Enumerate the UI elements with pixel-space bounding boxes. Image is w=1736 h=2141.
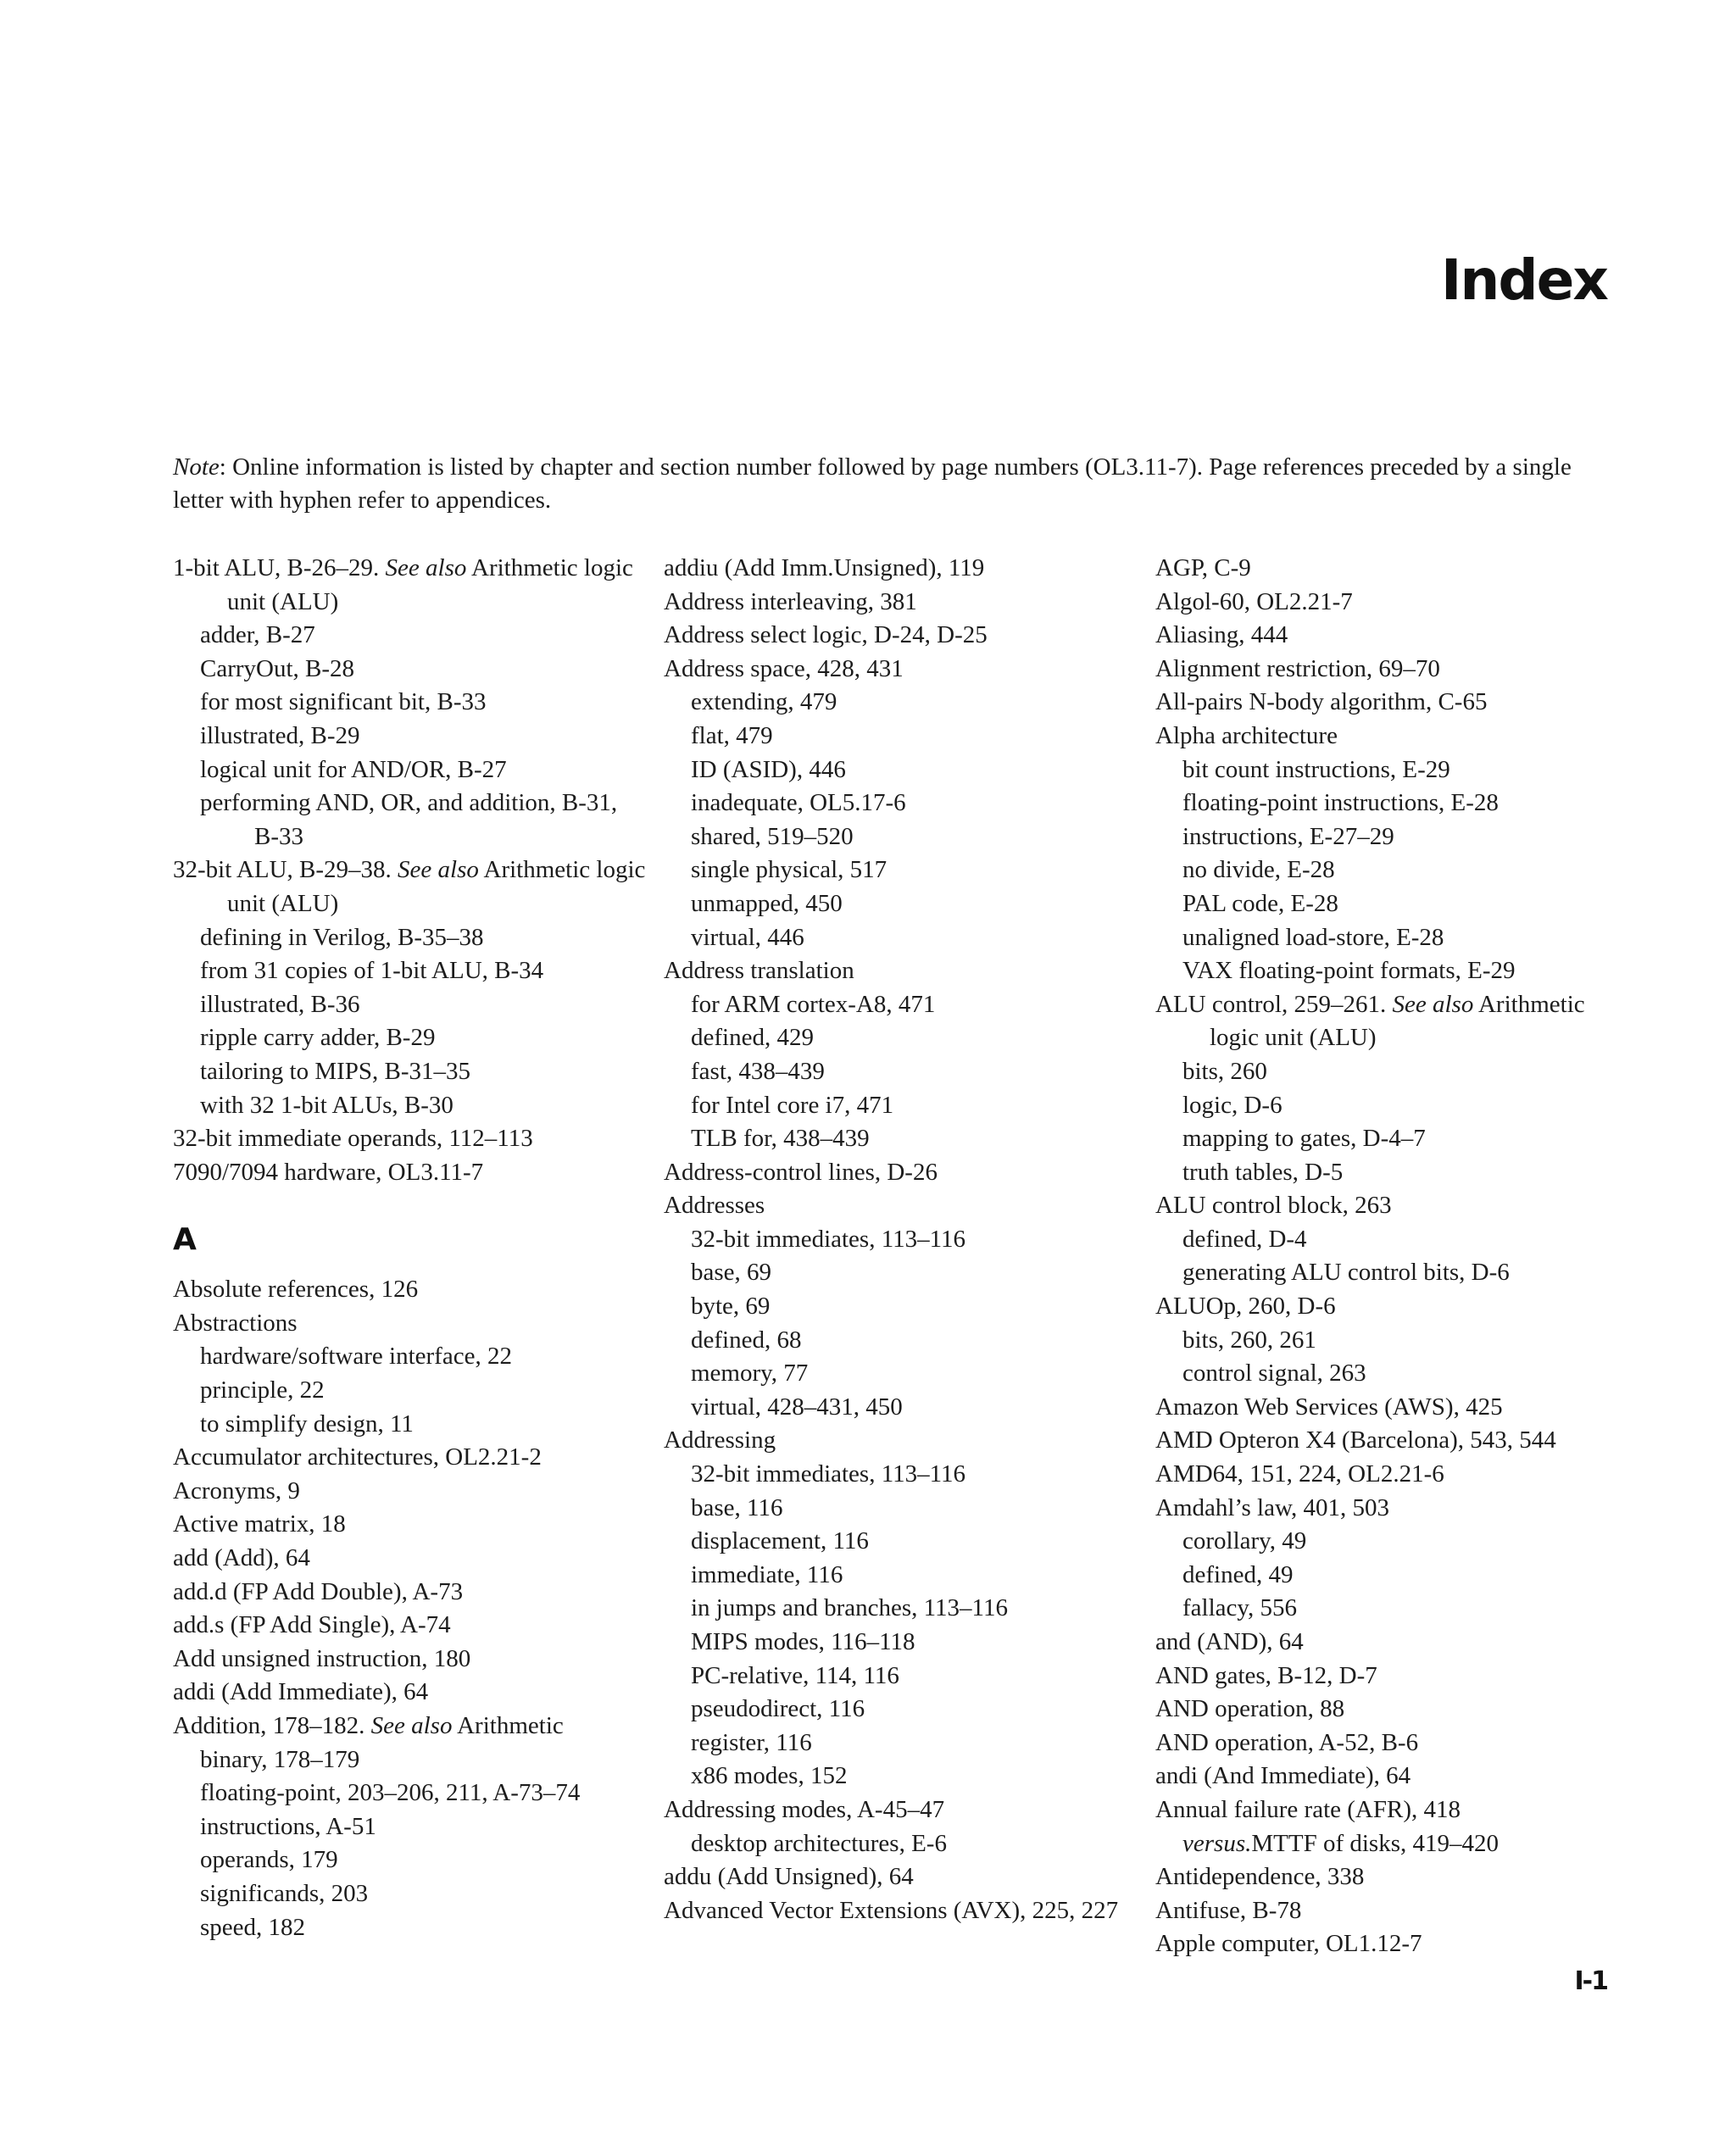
index-entry	[1155, 619, 1613, 653]
entry-text: AGP, C-9	[1155, 554, 1251, 581]
cross-reference: See also	[1392, 990, 1474, 1018]
entry-text: extending, 479	[691, 688, 837, 716]
entry-text: fallacy, 556	[1182, 1594, 1298, 1622]
index-subentry	[1155, 787, 1613, 820]
index-entry	[173, 552, 648, 619]
index-subentry	[173, 1340, 648, 1374]
index-entry	[1155, 1693, 1613, 1727]
index-entry	[1155, 1290, 1613, 1324]
entry-text: principle, 22	[200, 1376, 325, 1404]
entry-text: to simplify design, 11	[200, 1410, 414, 1438]
entry-text: Alpha architecture	[1155, 721, 1338, 749]
note-label: Note	[173, 453, 220, 481]
index-subentry	[1155, 754, 1613, 787]
entry-text: desktop architectures, E-6	[691, 1829, 947, 1857]
entry-text: AMD Opteron X4 (Barcelona), 543, 544	[1155, 1426, 1556, 1454]
entry-text: Amdahl’s law, 401, 503	[1155, 1493, 1390, 1521]
index-subentry	[664, 1559, 1138, 1593]
index-subentry	[173, 1877, 648, 1911]
index-subentry	[1155, 921, 1613, 955]
entry-text: generating ALU control bits, D-6	[1182, 1259, 1510, 1287]
entry-text: for most significant bit, B-33	[200, 688, 487, 716]
entry-text: Algol-60, OL2.21-7	[1155, 587, 1353, 615]
entry-text: 32-bit immediates, 113–116	[691, 1225, 966, 1253]
entry-text: and (AND), 64	[1155, 1628, 1304, 1655]
index-subentry	[173, 1021, 648, 1055]
entry-text: tailoring to MIPS, B-31–35	[200, 1057, 471, 1085]
index-subentry	[664, 1525, 1138, 1559]
index-entry	[664, 552, 1138, 586]
entry-text: fast, 438–439	[691, 1057, 825, 1085]
entry-text: TLB for, 438–439	[691, 1125, 870, 1153]
index-entry	[664, 619, 1138, 653]
index-entry	[1155, 720, 1613, 754]
entry-text: control signal, 263	[1182, 1360, 1366, 1387]
entry-text: defined, 429	[691, 1024, 814, 1052]
index-subentry	[664, 921, 1138, 955]
cross-reference: See also	[370, 1712, 453, 1739]
entry-text: Address select logic, D-24, D-25	[664, 621, 988, 649]
entry-text: bits, 260, 261	[1182, 1326, 1316, 1354]
index-entry	[664, 1894, 1138, 1928]
entry-reference-text: Arithmetic logic unit (ALU)	[1210, 990, 1585, 1052]
index-entry	[1155, 552, 1613, 586]
index-subentry	[173, 1055, 648, 1089]
index-entry	[1155, 1458, 1613, 1492]
index-entry	[173, 1441, 648, 1475]
index-column-3	[1155, 552, 1613, 1961]
index-subentry	[664, 787, 1138, 820]
entry-text: virtual, 428–431, 450	[691, 1393, 903, 1421]
index-subentry	[1155, 1055, 1613, 1089]
index-subentry	[173, 720, 648, 754]
index-entry	[1155, 1626, 1613, 1660]
entry-text: binary, 178–179	[200, 1745, 360, 1773]
index-entry	[1155, 1492, 1613, 1526]
index-subentry	[173, 653, 648, 687]
entry-text: logical unit for AND/OR, B-27	[200, 755, 507, 783]
entry-text: base, 116	[691, 1493, 783, 1521]
index-entry	[664, 1860, 1138, 1894]
entry-text: performing AND, OR, and addition, B-31, B-33	[200, 789, 618, 850]
entry-text: Absolute references, 126	[173, 1276, 419, 1304]
index-subentry	[1155, 1156, 1613, 1190]
index-subentry	[173, 1911, 648, 1945]
entry-text: from 31 copies of 1-bit ALU, B-34	[200, 957, 544, 985]
index-subentry	[664, 1492, 1138, 1526]
index-entry	[664, 1156, 1138, 1190]
entry-text: Alignment restriction, 69–70	[1155, 654, 1440, 682]
entry-text: Apple computer, OL1.12-7	[1155, 1930, 1422, 1958]
index-entry	[1155, 1760, 1613, 1793]
index-subentry	[173, 1777, 648, 1810]
index-subentry	[664, 720, 1138, 754]
entry-text: immediate, 116	[691, 1560, 843, 1588]
index-subentry	[664, 820, 1138, 854]
index-subentry	[173, 1374, 648, 1408]
entry-text: PC-relative, 114, 116	[691, 1661, 899, 1689]
entry-text: defined, 49	[1182, 1560, 1294, 1588]
index-subentry	[664, 1122, 1138, 1156]
entry-text: Addressing modes, A-45–47	[664, 1795, 945, 1823]
entry-text: for ARM cortex-A8, 471	[691, 990, 936, 1018]
index-entry	[664, 1189, 1138, 1223]
entry-text: in jumps and branches, 113–116	[691, 1594, 1008, 1622]
page-number: I-1	[1574, 1966, 1607, 1996]
entry-text: AND gates, B-12, D-7	[1155, 1661, 1377, 1689]
entry-text: displacement, 116	[691, 1527, 869, 1555]
entry-text: memory, 77	[691, 1360, 809, 1387]
index-subentry	[664, 1357, 1138, 1391]
index-column-1	[173, 552, 648, 1944]
entry-text: Abstractions	[173, 1309, 298, 1337]
cross-reference: See also	[385, 554, 467, 581]
index-entry	[173, 1609, 648, 1643]
entry-text: bit count instructions, E-29	[1182, 755, 1450, 783]
index-entry	[664, 954, 1138, 988]
index-entry	[173, 854, 648, 920]
entry-text: AND operation, 88	[1155, 1695, 1345, 1723]
entry-text: 7090/7094 hardware, OL3.11-7	[173, 1158, 484, 1186]
index-entry	[664, 1424, 1138, 1458]
index-subentry	[173, 1843, 648, 1877]
cross-reference: versus.	[1182, 1829, 1252, 1857]
entry-text: instructions, E-27–29	[1182, 822, 1394, 850]
index-subentry	[664, 1223, 1138, 1257]
index-entry	[173, 1710, 648, 1743]
index-subentry	[664, 1290, 1138, 1324]
index-subentry	[664, 1055, 1138, 1089]
index-subentry	[664, 1660, 1138, 1693]
index-subentry	[664, 1592, 1138, 1626]
index-subentry	[664, 887, 1138, 921]
entry-text: for Intel core i7, 471	[691, 1091, 894, 1119]
index-entry	[1155, 1424, 1613, 1458]
entry-text: unmapped, 450	[691, 889, 843, 917]
index-subentry	[1155, 1592, 1613, 1626]
entry-text: add.s (FP Add Single), A-74	[173, 1611, 451, 1639]
entry-text: Accumulator architectures, OL2.21-2	[173, 1443, 542, 1471]
index-subentry	[664, 1626, 1138, 1660]
index-entry	[173, 1122, 648, 1156]
index-subentry	[664, 1458, 1138, 1492]
index-entry	[1155, 586, 1613, 620]
entry-text: pseudodirect, 116	[691, 1695, 865, 1723]
entry-text: virtual, 446	[691, 923, 804, 951]
index-subentry	[173, 619, 648, 653]
index-subentry	[664, 1727, 1138, 1760]
entry-text: Addressing	[664, 1426, 776, 1454]
entry-text: Address interleaving, 381	[664, 587, 917, 615]
entry-text: operands, 179	[200, 1846, 338, 1874]
entry-text: All-pairs N-body algorithm, C-65	[1155, 688, 1488, 716]
index-subentry	[1155, 1827, 1613, 1861]
entry-text: single physical, 517	[691, 856, 887, 884]
entry-text: PAL code, E-28	[1182, 889, 1338, 917]
entry-text: speed, 182	[200, 1913, 306, 1941]
index-entry	[1155, 1391, 1613, 1425]
entry-text: adder, B-27	[200, 621, 315, 649]
index-note	[173, 451, 1580, 517]
entry-text: 32-bit immediate operands, 112–113	[173, 1125, 533, 1153]
entry-text: Add unsigned instruction, 180	[173, 1644, 471, 1672]
index-subentry	[1155, 1256, 1613, 1290]
entry-text: ALU control, 259–261.	[1155, 990, 1393, 1018]
index-entry	[1155, 1793, 1613, 1827]
entry-text: illustrated, B-36	[200, 990, 360, 1018]
entry-text: logic, D-6	[1182, 1091, 1283, 1119]
index-letter-heading: A	[173, 1222, 197, 1258]
entry-text: Active matrix, 18	[173, 1510, 346, 1538]
entry-text: addu (Add Unsigned), 64	[664, 1863, 914, 1891]
section-gap	[173, 1189, 648, 1206]
index-subentry	[173, 686, 648, 720]
index-entry	[1155, 1727, 1613, 1760]
index-subentry	[1155, 1223, 1613, 1257]
entry-text: with 32 1-bit ALUs, B-30	[200, 1091, 453, 1119]
entry-text: ID (ASID), 446	[691, 755, 846, 783]
entry-text: AMD64, 151, 224, OL2.21-6	[1155, 1460, 1444, 1488]
entry-text: unaligned load-store, E-28	[1182, 923, 1444, 951]
entry-text: floating-point instructions, E-28	[1182, 789, 1499, 817]
index-entry	[173, 1273, 648, 1307]
index-entry	[173, 1475, 648, 1509]
index-entry	[173, 1542, 648, 1576]
index-entry	[664, 653, 1138, 687]
index-subentry	[664, 754, 1138, 787]
cross-reference: See also	[398, 856, 479, 884]
index-subentry	[664, 1324, 1138, 1358]
entry-text: Addition, 178–182.	[173, 1712, 371, 1739]
index-entry	[664, 1793, 1138, 1827]
entry-text: flat, 479	[691, 721, 773, 749]
index-subentry	[664, 854, 1138, 887]
index-subentry	[664, 1693, 1138, 1727]
index-subentry	[1155, 954, 1613, 988]
index-subentry	[173, 954, 648, 988]
entry-text: Annual failure rate (AFR), 418	[1155, 1795, 1461, 1823]
entry-text: defined, 68	[691, 1326, 802, 1354]
entry-text: floating-point, 203–206, 211, A-73–74	[200, 1779, 581, 1807]
entry-text: base, 69	[691, 1259, 772, 1287]
entry-text: no divide, E-28	[1182, 856, 1335, 884]
index-entry	[1155, 1189, 1613, 1223]
index-subentry	[1155, 1357, 1613, 1391]
index-subentry	[1155, 854, 1613, 887]
index-entry	[1155, 653, 1613, 687]
index-subentry	[1155, 1089, 1613, 1123]
index-entry	[173, 1576, 648, 1610]
entry-text: add (Add), 64	[173, 1544, 310, 1572]
entry-text: Amazon Web Services (AWS), 425	[1155, 1393, 1503, 1421]
entry-text: add.d (FP Add Double), A-73	[173, 1577, 464, 1605]
index-entry	[173, 1676, 648, 1710]
entry-text: ALUOp, 260, D-6	[1155, 1293, 1336, 1321]
entry-text: addi (Add Immediate), 64	[173, 1678, 429, 1706]
entry-text: 32-bit immediates, 113–116	[691, 1460, 966, 1488]
entry-text: CarryOut, B-28	[200, 654, 355, 682]
entry-text: x86 modes, 152	[691, 1762, 848, 1790]
index-subentry	[173, 1089, 648, 1123]
index-subentry	[664, 1827, 1138, 1861]
index-subentry	[1155, 1559, 1613, 1593]
index-subentry	[173, 988, 648, 1022]
entry-text: Advanced Vector Extensions (AVX), 225, 227	[664, 1896, 1119, 1924]
index-entry	[664, 586, 1138, 620]
entry-text: Antifuse, B-78	[1155, 1896, 1302, 1924]
index-subentry	[1155, 1324, 1613, 1358]
entry-text: byte, 69	[691, 1293, 771, 1321]
index-subentry	[664, 1021, 1138, 1055]
index-entry	[1155, 988, 1613, 1055]
entry-text: addiu (Add Imm.Unsigned), 119	[664, 554, 985, 581]
entry-text: mapping to gates, D-4–7	[1182, 1125, 1426, 1153]
index-subentry	[173, 787, 648, 854]
index-entry	[1155, 686, 1613, 720]
entry-reference-text: MTTF of disks, 419–420	[1251, 1829, 1499, 1857]
index-entry	[1155, 1660, 1613, 1693]
entry-text: Aliasing, 444	[1155, 621, 1288, 649]
entry-reference-text: Arithmetic	[452, 1712, 564, 1739]
entry-text: bits, 260	[1182, 1057, 1267, 1085]
index-column-2	[664, 552, 1138, 1927]
index-subentry	[173, 1743, 648, 1777]
entry-text: Address space, 428, 431	[664, 654, 904, 682]
index-entry	[173, 1643, 648, 1677]
note-text: : Online information is listed by chapter and section number followed by page numbers (OL3.11-7). Page references preceded by a single letter with hyphen refer to appendices.	[173, 453, 1572, 514]
index-entry	[1155, 1860, 1613, 1894]
entry-text: shared, 519–520	[691, 822, 854, 850]
index-subentry	[1155, 887, 1613, 921]
index-subentry	[173, 1408, 648, 1442]
entry-reference-text: Arithmetic logic unit (ALU)	[227, 554, 633, 615]
entry-text: Addresses	[664, 1192, 765, 1220]
entry-text: ALU control block, 263	[1155, 1192, 1392, 1220]
page-title: Index	[1440, 247, 1607, 313]
entry-text: AND operation, A-52, B-6	[1155, 1728, 1419, 1756]
index-subentry	[664, 988, 1138, 1022]
index-subentry	[664, 1256, 1138, 1290]
entry-text: ripple carry adder, B-29	[200, 1024, 436, 1052]
index-subentry	[664, 1760, 1138, 1793]
index-subentry	[173, 754, 648, 787]
index-subentry	[664, 686, 1138, 720]
entry-text: defined, D-4	[1182, 1225, 1307, 1253]
index-entry	[173, 1156, 648, 1190]
entry-text: defining in Verilog, B-35–38	[200, 923, 484, 951]
entry-text: hardware/software interface, 22	[200, 1343, 512, 1371]
index-subentry	[173, 921, 648, 955]
index-subentry	[664, 1089, 1138, 1123]
entry-text: instructions, A-51	[200, 1812, 376, 1840]
entry-text: Address translation	[664, 957, 854, 985]
entry-text: truth tables, D-5	[1182, 1158, 1344, 1186]
entry-text: andi (And Immediate), 64	[1155, 1762, 1411, 1790]
index-entry	[173, 1307, 648, 1341]
entry-text: Address-control lines, D-26	[664, 1158, 938, 1186]
entry-text: register, 116	[691, 1728, 812, 1756]
index-subentry	[1155, 820, 1613, 854]
index-subentry	[1155, 1525, 1613, 1559]
entry-text: VAX floating-point formats, E-29	[1182, 957, 1516, 985]
index-subentry	[173, 1810, 648, 1844]
entry-text: Acronyms, 9	[173, 1476, 300, 1504]
entry-text: Antidependence, 338	[1155, 1863, 1365, 1891]
entry-text: inadequate, OL5.17-6	[691, 789, 906, 817]
index-entry	[173, 1508, 648, 1542]
entry-text: 32-bit ALU, B-29–38.	[173, 856, 398, 884]
index-entry	[1155, 1927, 1613, 1961]
entry-reference-text: Arithmetic logic unit (ALU)	[227, 856, 646, 917]
entry-text: illustrated, B-29	[200, 721, 360, 749]
index-subentry	[664, 1391, 1138, 1425]
entry-text: MIPS modes, 116–118	[691, 1628, 915, 1655]
entry-text: corollary, 49	[1182, 1527, 1307, 1555]
index-entry	[1155, 1894, 1613, 1928]
entry-text: significands, 203	[200, 1879, 369, 1907]
index-subentry	[1155, 1122, 1613, 1156]
entry-text: 1-bit ALU, B-26–29.	[173, 554, 386, 581]
